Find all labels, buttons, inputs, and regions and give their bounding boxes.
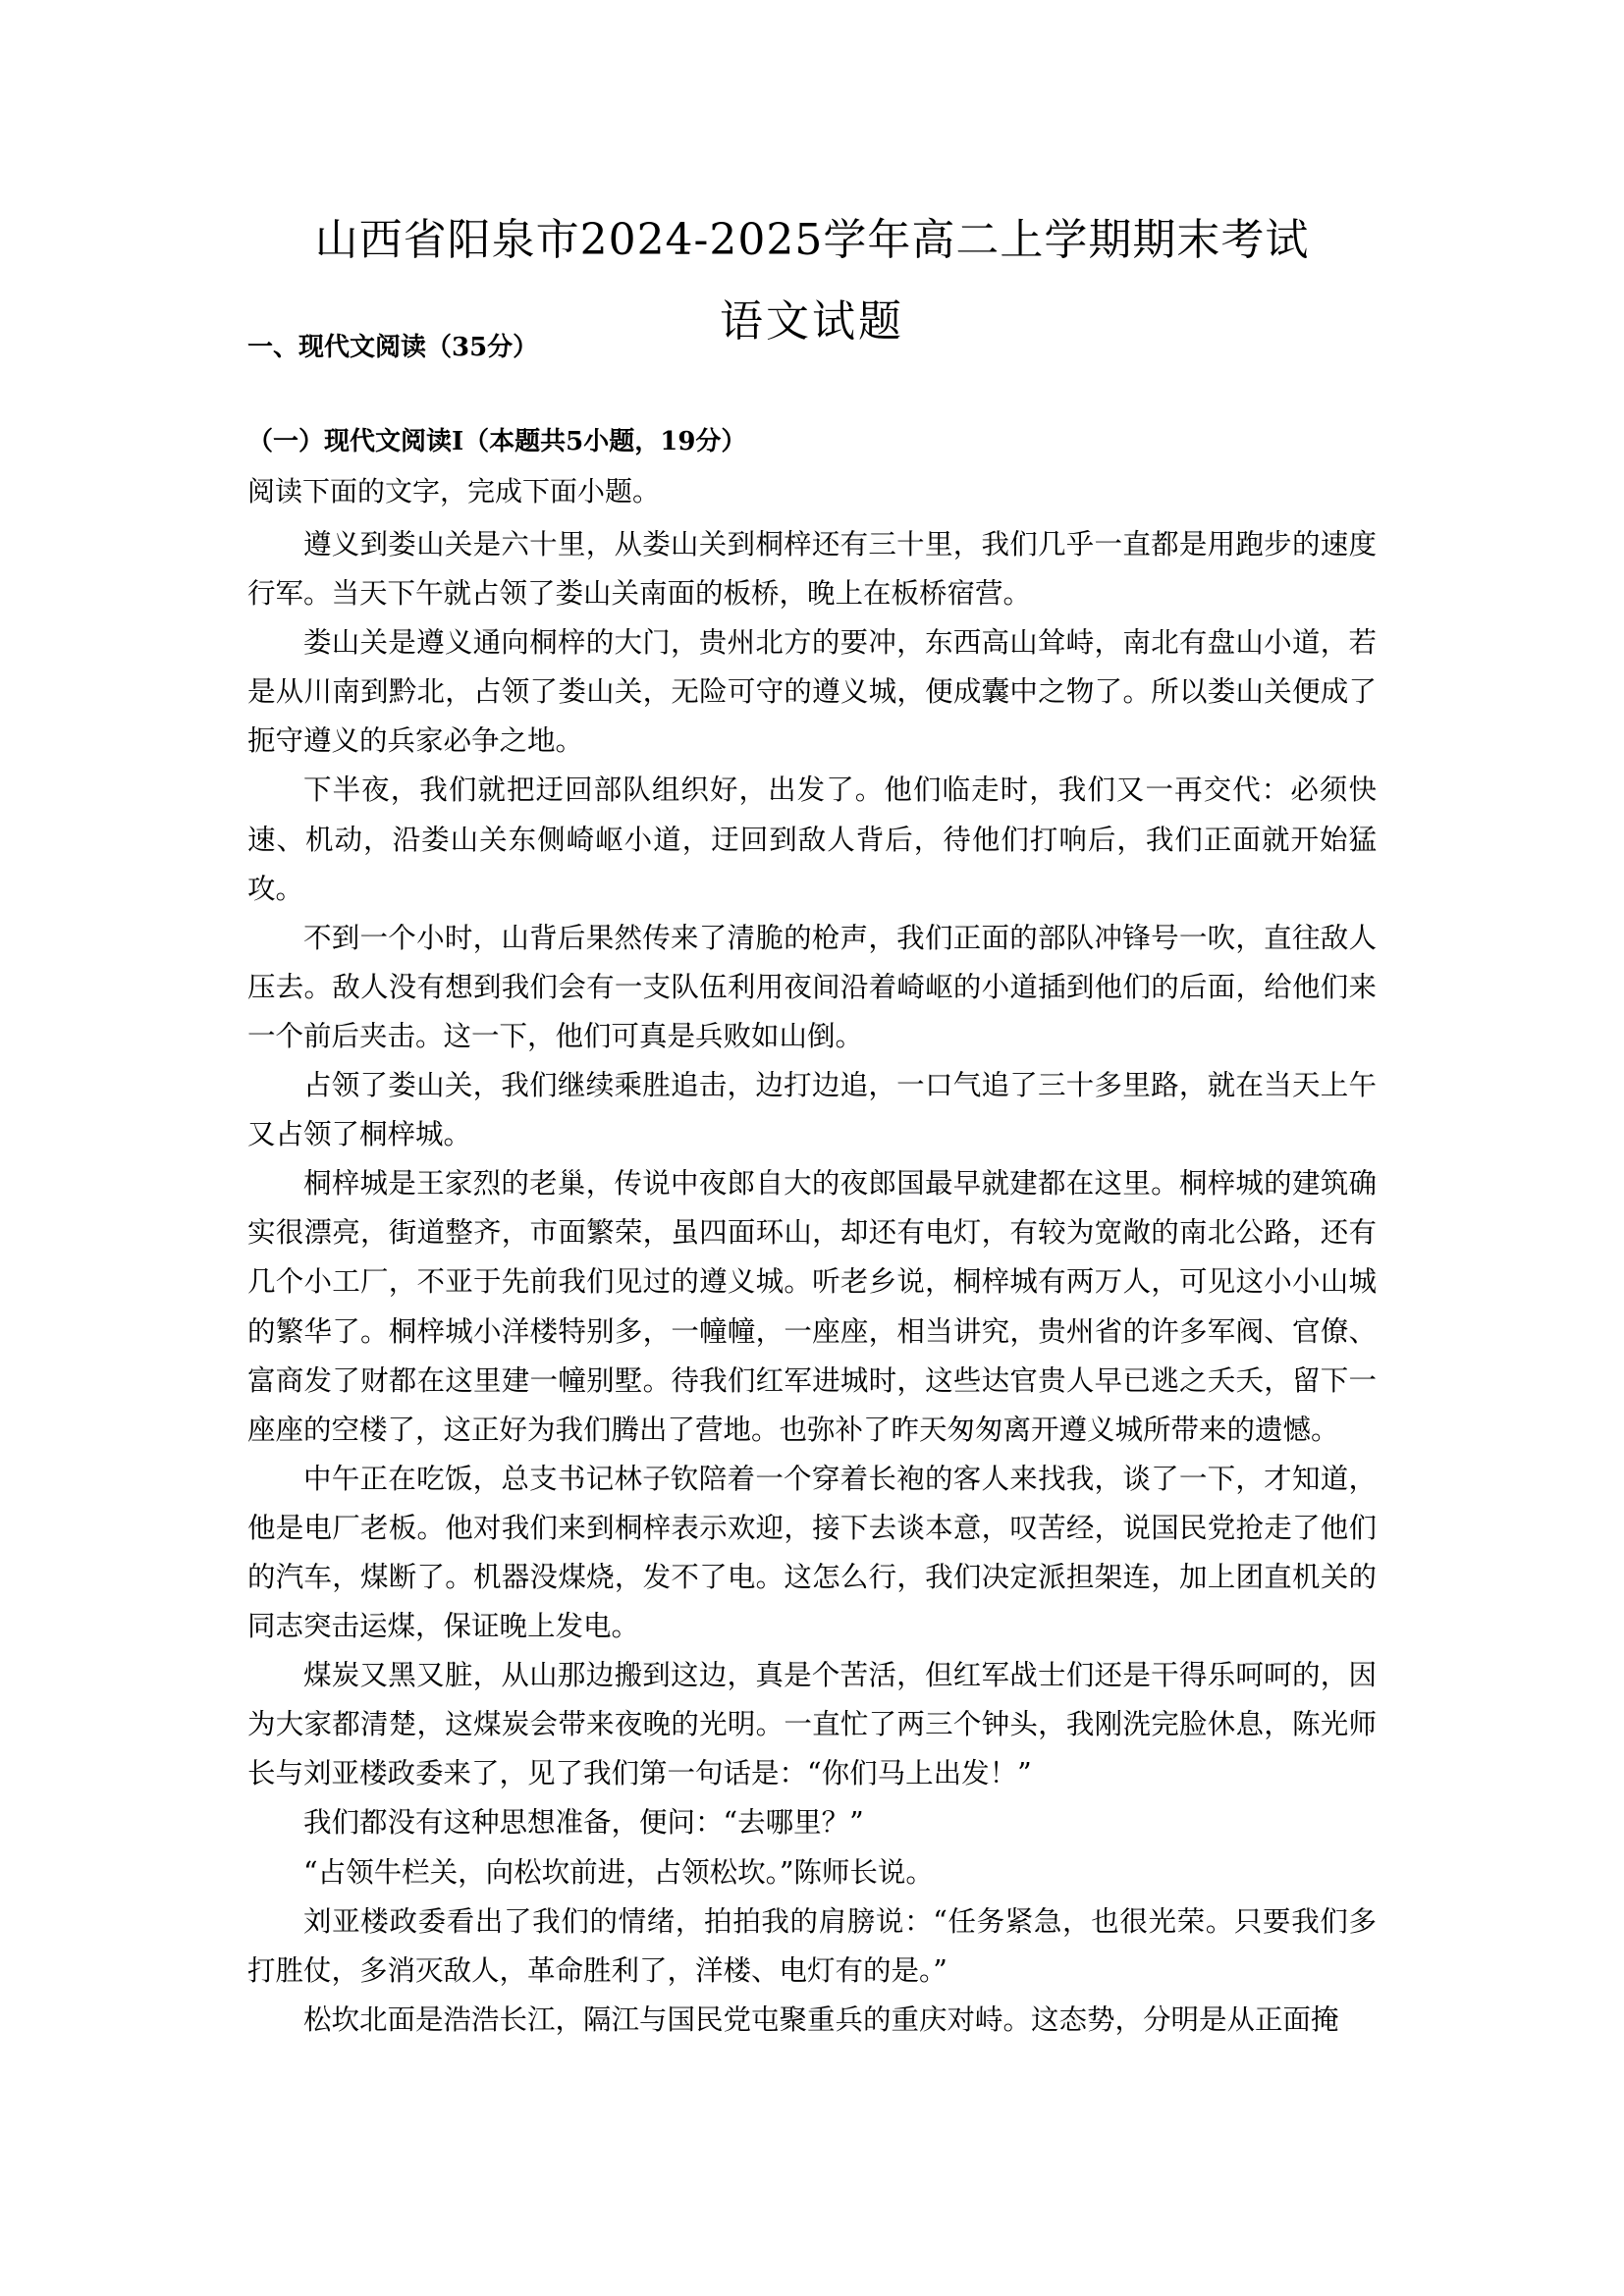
passage-paragraph: 不到一个小时，山背后果然传来了清脆的枪声，我们正面的部队冲锋号一吹，直往敌人压去。敌人没有想到我们会有一支队伍利用夜间沿着崎岖的小道插到他们的后面，给他们来一个前后夹击。这一下，他们可真是兵败如山倒。 [247,921,1377,1052]
passage-paragraph: 煤炭又黑又脏，从山那边搬到这边，真是个苦活，但红军战士们还是干得乐呵呵的，因为大家都清楚，这煤炭会带来夜晚的光明。一直忙了两三个钟头，我刚洗完脸休息，陈光师长与刘亚楼政委来了，见了我们第一句话是：“你们马上出发！” [247,1659,1377,1790]
passage-paragraph: 中午正在吃饭，总支书记林子钦陪着一个穿着长袍的客人来找我，谈了一下，才知道，他是电厂老板。他对我们来到桐梓表示欢迎，接下去谈本意，叹苦经，说国民党抢走了他们的汽车，煤断了。机器没煤烧，发不了电。这怎么行，我们决定派担架连，加上团直机关的同志突击运煤，保证晚上发电。 [247,1462,1377,1643]
passage-paragraph: 下半夜，我们就把迂回部队组织好，出发了。他们临走时，我们又一再交代：必须快速、机动，沿娄山关东侧崎岖小道，迂回到敌人背后，待他们打响后，我们正面就开始猛攻。 [247,774,1377,905]
subsection-heading: （一）现代文阅读Ⅰ（本题共5小题，19分） [247,427,747,456]
document-title: 山西省阳泉市2024-2025学年高二上学期期末考试 [314,215,1310,265]
passage-paragraph: 刘亚楼政委看出了我们的情绪，拍拍我的肩膀说：“任务紧急，也很光荣。只要我们多打胜仗，多消灭敌人，革命胜利了，洋楼、电灯有的是。” [247,1904,1377,1987]
passage-paragraph: 娄山关是遵义通向桐梓的大门，贵州北方的要冲，东西高山耸峙，南北有盘山小道，若是从川南到黔北，占领了娄山关，无险可守的遵义城，便成囊中之物了。所以娄山关便成了扼守遵义的兵家必争之地。 [247,626,1377,758]
passage-paragraph: 我们都没有这种思想准备，便问：“去哪里？” [303,1806,864,1840]
passage-paragraph: “占领牛栏关，向松坎前进，占领松坎。”陈师长说。 [303,1855,934,1889]
section-heading: 一、现代文阅读（35分） [247,333,539,362]
reading-instruction: 阅读下面的文字，完成下面小题。 [247,475,661,507]
passage-paragraph: 遵义到娄山关是六十里，从娄山关到桐梓还有三十里，我们几乎一直都是用跑步的速度行军。当天下午就占领了娄山关南面的板桥，晚上在板桥宿营。 [247,528,1377,611]
document-subtitle: 语文试题 [720,296,904,347]
passage-paragraph: 松坎北面是浩浩长江，隔江与国民党屯聚重兵的重庆对峙。这态势，分明是从正面掩 [303,2002,1339,2036]
passage-paragraph: 占领了娄山关，我们继续乘胜追击，边打边追，一口气追了三十多里路，就在当天上午又占领了桐梓城。 [247,1069,1377,1151]
reading-passage [247,520,1377,2045]
passage-paragraph: 桐梓城是王家烈的老巢，传说中夜郎自大的夜郎国最早就建都在这里。桐梓城的建筑确实很漂亮，街道整齐，市面繁荣，虽四面环山，却还有电灯，有较为宽敞的南北公路，还有几个小工厂，不亚于先前我们见过的遵义城。听老乡说，桐梓城有两万人，可见这小小山城的繁华了。桐梓城小洋楼特别多，一幢幢，一座座，相当讲究，贵州省的许多军阀、官僚、富商发了财都在这里建一幢别墅。待我们红军进城时，这些达官贵人早已逃之夭夭，留下一座座的空楼了，这正好为我们腾出了营地。也弥补了昨天匆匆离开遵义城所带来的遗憾。 [247,1167,1377,1446]
